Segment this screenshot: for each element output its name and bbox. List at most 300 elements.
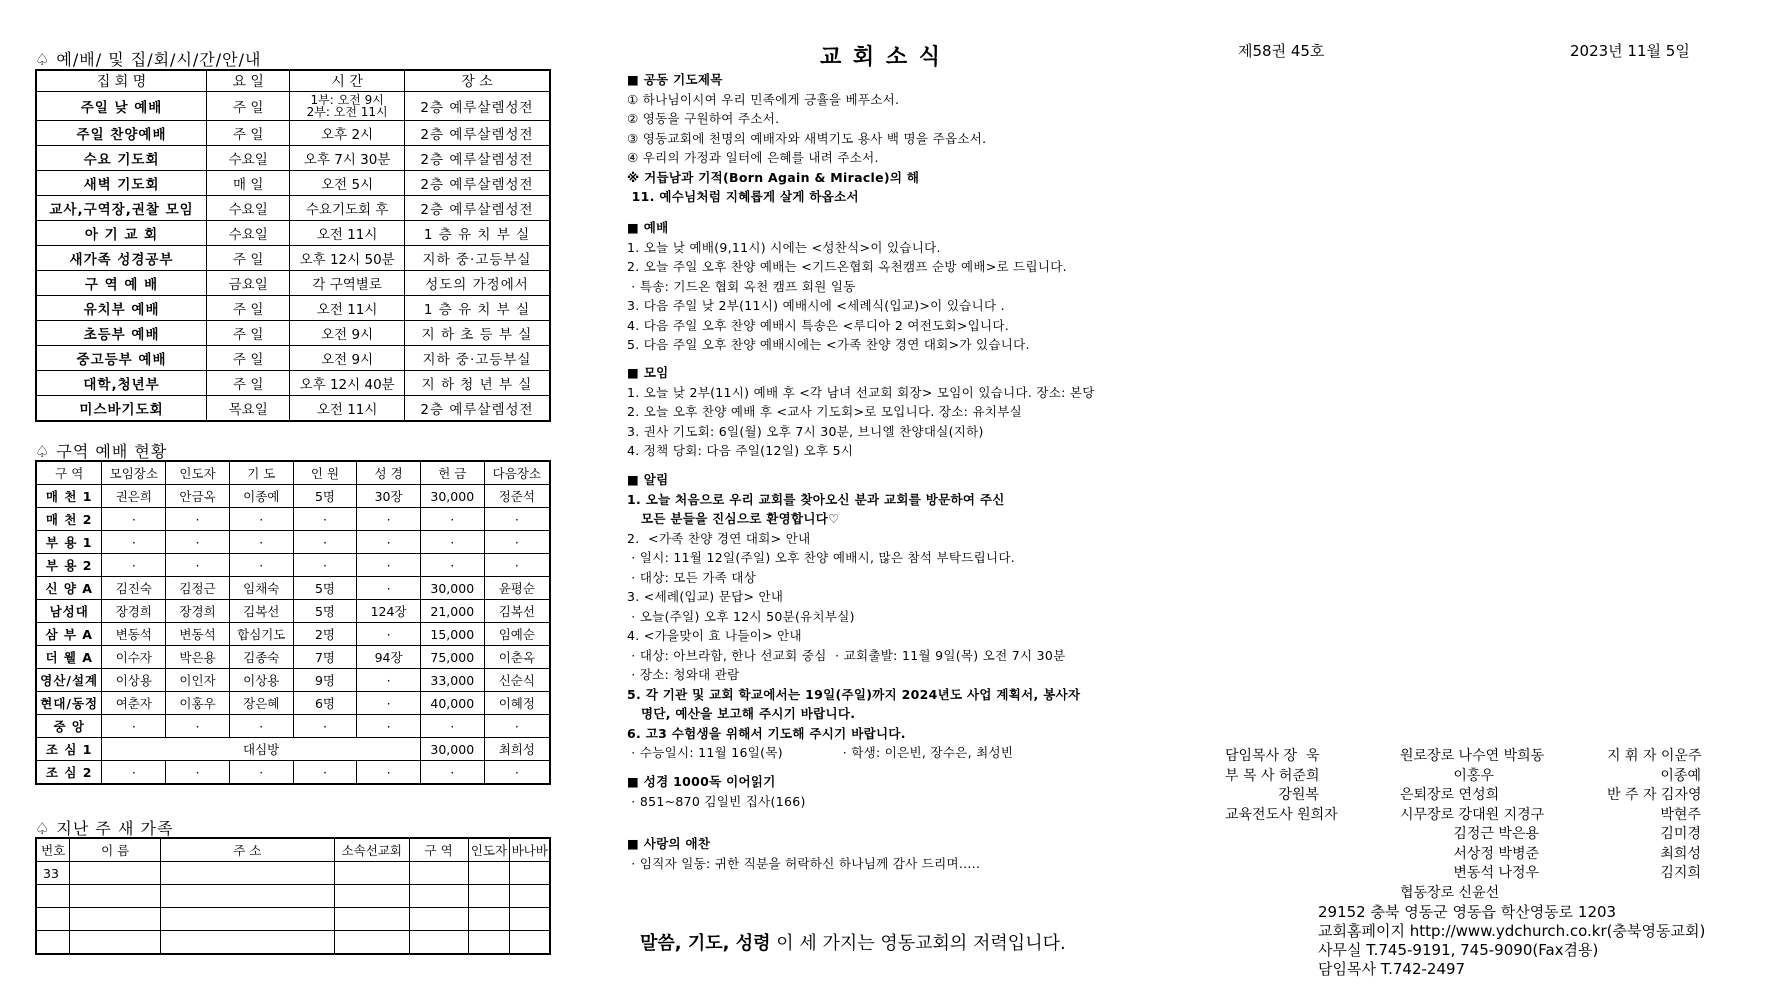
table-cell [70, 885, 161, 908]
staff-music [1607, 747, 1702, 884]
cell-time: 오전 11시 [290, 396, 405, 422]
cell-day: 수요일 [207, 146, 290, 171]
notice-heading: ■ 알림 [627, 472, 669, 487]
staff-line: 김정근 박은용 [1400, 826, 1539, 842]
news-line: 1. 오늘 처음으로 우리 교회를 찾아오신 분과 교회를 방문하여 주신 [627, 491, 1005, 507]
staff-line: 최희성 [1607, 845, 1701, 862]
column-header: 구 역 [409, 838, 468, 862]
staff-pastors [1225, 747, 1338, 825]
news-line: · 일시: 11월 12일(주일) 오후 찬양 예배시, 많은 참석 부탁드립니다. [627, 550, 1016, 565]
table-cell: 33,000 [420, 669, 484, 692]
cell-area: 삼 부 A [36, 623, 102, 646]
cell-time: 오후 7시 30분 [290, 146, 405, 171]
table-cell [468, 908, 510, 931]
table-cell: · [229, 554, 293, 577]
table-cell: · [166, 761, 230, 785]
cell-name: 주일 찬양예배 [36, 121, 207, 146]
address-line: 사무실 T.745-9191, 745-9090(Fax겸용) [1318, 941, 1599, 959]
news-line: · 851~870 김일빈 집사(166) [627, 793, 806, 809]
table-cell: · [357, 623, 421, 646]
table-cell: · [166, 554, 230, 577]
address-line: 담임목사 T.742-2497 [1318, 960, 1466, 978]
table-cell [70, 908, 161, 931]
news-line: · 대상: 아브라함, 한나 선교회 중심 · 교회출발: 11월 9일(목) 오전 7시 30분 [627, 647, 1066, 663]
cell-name: 주일 낮 예배 [36, 92, 207, 121]
news-line: 4. 정책 당회: 다음 주일(12일) 오후 5시 [627, 443, 854, 458]
table-row [36, 761, 550, 785]
table-cell: 김종숙 [229, 646, 293, 669]
table-cell [36, 908, 70, 931]
table-cell: 94장 [357, 646, 421, 669]
page-title: 교 회 소 식 [820, 45, 942, 70]
cell-day: 주 일 [207, 321, 290, 346]
staff-line: 이홍우 [1400, 767, 1494, 784]
table-row [36, 554, 550, 577]
table-cell: · [293, 715, 357, 738]
news-line: 2. 오늘 오후 찬양 예배 후 <교사 기도회>로 모입니다. 장소: 유치부실 [627, 404, 1022, 419]
table-cell: 안금옥 [166, 485, 230, 508]
love-feast-section [627, 834, 1147, 873]
cell-time: 오후 2시 [290, 121, 405, 146]
table-row [36, 321, 550, 346]
staff-line: 이종예 [1607, 767, 1701, 784]
column-header: 기 도 [229, 461, 293, 485]
table-row [36, 623, 550, 646]
table-cell: 이혜정 [484, 692, 550, 715]
cell-name: 아 기 교 회 [36, 221, 207, 246]
worship-section [627, 218, 1147, 355]
cell-place: 지 하 청 년 부 실 [404, 371, 550, 396]
column-header: 인 원 [293, 461, 357, 485]
table-cell: 2명 [293, 623, 357, 646]
news-line: 명단, 예산을 보고해 주시기 바랍니다. [627, 706, 856, 721]
table-cell: 권은희 [102, 485, 166, 508]
cell-name: 초등부 예배 [36, 321, 207, 346]
table-cell [409, 908, 468, 931]
table-cell: · [102, 761, 166, 785]
issue-date: 2023년 11월 5일 [1570, 42, 1690, 60]
cell-area: 중 앙 [36, 715, 102, 738]
cell-time: 오전 11시 [290, 221, 405, 246]
table-cell: 변동석 [102, 623, 166, 646]
table-cell: · [484, 554, 550, 577]
church-address [1318, 903, 1705, 979]
staff-line: 김미경 [1607, 826, 1701, 842]
news-line: 3. 다음 주일 낮 2부(11시) 예배시에 <세례식(입교)>이 있습니다 . [627, 298, 1005, 313]
table-cell [160, 862, 334, 885]
table-cell: 33 [36, 862, 70, 885]
bible-section [627, 772, 1147, 811]
table-row [36, 146, 550, 171]
prayer-heading: ■ 공동 기도제목 [627, 72, 723, 87]
table-cell: 30,000 [420, 577, 484, 600]
table-cell: · [484, 508, 550, 531]
address-line: 29152 충북 영동군 영동읍 학산영동로 1203 [1318, 903, 1617, 921]
table-cell: · [420, 554, 484, 577]
table-cell: · [166, 531, 230, 554]
column-header: 이 름 [70, 838, 161, 862]
news-line: 6. 고3 수험생을 위해서 기도해 주시기 바랍니다. [627, 725, 906, 741]
table-row [36, 92, 550, 121]
table-row [36, 346, 550, 371]
table-row [36, 196, 550, 221]
table-cell: 장경희 [166, 600, 230, 623]
table-cell: · [293, 508, 357, 531]
table-cell: · [484, 761, 550, 785]
cell-place: 성도의 가정에서 [404, 271, 550, 296]
cell-name: 대학,청년부 [36, 371, 207, 396]
cell-day: 주 일 [207, 92, 290, 121]
table-cell [334, 862, 409, 885]
table-row [36, 646, 550, 669]
cell-name: 새벽 기도회 [36, 171, 207, 196]
news-line: 5. 다음 주일 오후 찬양 예배시에는 <가족 찬양 경연 대회>가 있습니다. [627, 337, 1030, 352]
table-cell [160, 931, 334, 955]
table-row [36, 885, 550, 908]
table-cell: · [229, 715, 293, 738]
cell-day: 수요일 [207, 196, 290, 221]
column-header: 소속선교회 [334, 838, 409, 862]
table-cell: · [357, 508, 421, 531]
table-cell: 윤평순 [484, 577, 550, 600]
love-feast-heading: ■ 사랑의 애찬 [627, 836, 711, 851]
table-row [36, 271, 550, 296]
staff-line: 지 휘 자 이운주 [1607, 748, 1702, 764]
new-family-table [35, 837, 551, 955]
news-line: 11. 예수님처럼 지혜롭게 살게 하옵소서 [627, 189, 859, 204]
table-cell: 40,000 [420, 692, 484, 715]
cell-time: 각 구역별로 [290, 271, 405, 296]
cell-day: 목요일 [207, 396, 290, 422]
table-cell [160, 908, 334, 931]
column-header: 번호 [36, 838, 70, 862]
column-header: 다음장소 [484, 461, 550, 485]
table-cell [36, 885, 70, 908]
news-line: · 오늘(주일) 오후 12시 50분(유치부실) [627, 608, 855, 624]
address-line: 교회홈페이지 http://www.ydchurch.co.kr(충북영동교회) [1318, 922, 1706, 940]
table-cell: · [357, 554, 421, 577]
table-row [36, 600, 550, 623]
table-cell [468, 931, 510, 955]
news-line: ① 하나님이시여 우리 민족에게 긍휼을 베푸소서. [627, 91, 900, 107]
news-line: 5. 각 기관 및 교회 학교에서는 19일(주일)까지 2024년도 사업 계획서, 봉사자 [627, 686, 1081, 702]
table-cell [334, 908, 409, 931]
table-cell: · [166, 715, 230, 738]
table-cell [160, 885, 334, 908]
table-cell [409, 885, 468, 908]
table-cell: · [357, 715, 421, 738]
bible-heading: ■ 성경 1000독 이어읽기 [627, 774, 776, 789]
table-cell: 30,000 [420, 485, 484, 508]
table-cell: 30장 [357, 485, 421, 508]
staff-line: 협동장로 신윤선 [1400, 884, 1500, 901]
news-line: · 임직자 일동: 귀한 직분을 허락하신 하나님께 감사 드리며..... [627, 855, 981, 871]
cell-area: 영산/설계 [36, 669, 102, 692]
table-cell: 15,000 [420, 623, 484, 646]
meeting-section [627, 363, 1147, 461]
news-line: 4. 다음 주일 오후 찬양 예배시 특송은 <루디아 2 여전도회>입니다. [627, 317, 1010, 333]
table-row [36, 396, 550, 422]
table-cell [510, 862, 550, 885]
cell-name: 새가족 성경공부 [36, 246, 207, 271]
table-cell: 정준석 [484, 485, 550, 508]
table-cell: · [229, 761, 293, 785]
staff-line: 교육전도사 원희자 [1225, 806, 1338, 823]
cell-time: 오후 12시 40분 [290, 371, 405, 396]
table-row [36, 121, 550, 146]
table-row [36, 908, 550, 931]
cell-worship-table [35, 460, 551, 785]
cell-area: 매 천 1 [36, 485, 102, 508]
staff-line: 변동석 나정우 [1400, 865, 1539, 881]
table-cell: 7명 [293, 646, 357, 669]
table-cell: · [357, 531, 421, 554]
table-cell: · [357, 669, 421, 692]
table-row [36, 485, 550, 508]
table-cell [70, 862, 161, 885]
cell-place: 1 층 유 치 부 실 [404, 221, 550, 246]
table-cell: · [293, 554, 357, 577]
column-header: 성 경 [357, 461, 421, 485]
table-cell [468, 862, 510, 885]
cell-day: 주 일 [207, 246, 290, 271]
table-cell: 9명 [293, 669, 357, 692]
table-cell: 장은혜 [229, 692, 293, 715]
table-row [36, 931, 550, 955]
column-header: 집 회 명 [36, 70, 207, 92]
table-cell: · [484, 531, 550, 554]
column-header: 요 일 [207, 70, 290, 92]
news-line: ④ 우리의 가정과 일터에 은혜를 내려 주소서. [627, 150, 879, 165]
cell-area: 조 심 1 [36, 738, 102, 761]
table-cell [70, 931, 161, 955]
table-cell: 김복선 [484, 600, 550, 623]
table-cell: · [102, 531, 166, 554]
staff-line: 반 주 자 김자영 [1607, 787, 1702, 803]
cell-place: 1 층 유 치 부 실 [404, 296, 550, 321]
cell-place: 2층 예루살렘성전 [404, 92, 550, 121]
cell-day: 수요일 [207, 221, 290, 246]
table-cell: 이홍우 [166, 692, 230, 715]
table-cell: 5명 [293, 485, 357, 508]
news-line: · 수능일시: 11월 16일(목) · 학생: 이은빈, 장수은, 최성빈 [627, 745, 1014, 760]
table-cell: 이수자 [102, 646, 166, 669]
table-cell: · [357, 692, 421, 715]
staff-line: 담임목사 장 욱 [1225, 748, 1320, 764]
table-cell [334, 885, 409, 908]
column-header: 주 소 [160, 838, 334, 862]
meeting-heading: ■ 모임 [627, 365, 669, 380]
cell-offering: 30,000 [420, 738, 484, 761]
table-cell: · [420, 761, 484, 785]
table-cell: · [102, 715, 166, 738]
cell-name: 교사,구역장,권찰 모임 [36, 196, 207, 221]
table-cell: · [420, 508, 484, 531]
cell-place: 2층 예루살렘성전 [404, 396, 550, 422]
column-header: 인도자 [468, 838, 510, 862]
news-line: · 대상: 모든 가족 대상 [627, 569, 757, 585]
column-header: 모임장소 [102, 461, 166, 485]
cell-day: 주 일 [207, 296, 290, 321]
table-cell: · [420, 715, 484, 738]
table-cell [334, 931, 409, 955]
service-schedule-heading: ♤ 예/배/ 및 집/회/시/간/안/내 [35, 50, 262, 69]
table-cell: 124장 [357, 600, 421, 623]
column-header: 장 소 [404, 70, 550, 92]
cell-area: 남성대 [36, 600, 102, 623]
table-cell: 이춘옥 [484, 646, 550, 669]
column-header: 구 역 [36, 461, 102, 485]
table-cell: 이인자 [166, 669, 230, 692]
cell-place: 2층 예루살렘성전 [404, 171, 550, 196]
table-cell: · [293, 531, 357, 554]
news-line: 1. 오늘 낮 예배(9,11시) 시에는 <성찬식>이 있습니다. [627, 239, 941, 255]
worship-heading: ■ 예배 [627, 220, 669, 235]
table-cell: 6명 [293, 692, 357, 715]
cell-area: 매 천 2 [36, 508, 102, 531]
table-cell [409, 862, 468, 885]
news-line: · 장소: 청와대 관람 [627, 667, 740, 682]
cell-time: 오전 9시 [290, 346, 405, 371]
cell-area: 신 양 A [36, 577, 102, 600]
table-cell: 5명 [293, 600, 357, 623]
table-row [36, 715, 550, 738]
cell-place: 지하 중·고등부실 [404, 246, 550, 271]
news-line: ② 영동을 구원하여 주소서. [627, 111, 780, 126]
table-cell: · [357, 577, 421, 600]
table-cell [510, 885, 550, 908]
staff-line: 서상정 박병준 [1400, 845, 1539, 862]
column-header: 인도자 [166, 461, 230, 485]
table-cell: 75,000 [420, 646, 484, 669]
news-line: 2. <가족 찬양 경연 대회> 안내 [627, 530, 811, 546]
table-row [36, 171, 550, 196]
table-row [36, 371, 550, 396]
cell-area: 부 용 1 [36, 531, 102, 554]
cell-day: 금요일 [207, 271, 290, 296]
table-cell: · [229, 508, 293, 531]
table-row [36, 508, 550, 531]
cell-area: 더 웰 A [36, 646, 102, 669]
table-cell: · [293, 761, 357, 785]
table-row [36, 669, 550, 692]
motto-bold: 말씀, 기도, 성령 [640, 933, 771, 954]
news-line: 3. <세례(입교) 문답> 안내 [627, 589, 784, 604]
service-schedule-table [35, 69, 551, 422]
notice-section [627, 470, 1147, 763]
news-line: 3. 권사 기도회: 6일(월) 오후 7시 30분, 브니엘 찬양대실(지하) [627, 423, 984, 439]
news-line: 2. 오늘 주일 오후 찬양 예배는 <기드온협회 옥천캠프 순방 예배>로 드립니다. [627, 259, 1067, 274]
table-row [36, 738, 550, 761]
table-row [36, 246, 550, 271]
cell-area: 부 용 2 [36, 554, 102, 577]
cell-name: 유치부 예배 [36, 296, 207, 321]
staff-line: 박현주 [1607, 806, 1701, 823]
table-cell: 임예순 [484, 623, 550, 646]
cell-time: 수요기도회 후 [290, 196, 405, 221]
table-cell: 박은용 [166, 646, 230, 669]
cell-time: 오전 9시 [290, 321, 405, 346]
table-cell: · [484, 715, 550, 738]
staff-elders [1400, 747, 1544, 903]
news-line: ③ 영동교회에 천명의 예배자와 새벽기도 용사 백 명을 주옵소서. [627, 130, 987, 146]
church-motto [640, 929, 1066, 955]
table-cell [510, 908, 550, 931]
staff-line: 원로장로 나수연 박희동 [1400, 748, 1545, 764]
cell-time: 오전 5시 [290, 171, 405, 196]
cell-day: 주 일 [207, 121, 290, 146]
table-cell [468, 885, 510, 908]
table-cell: 김정근 [166, 577, 230, 600]
cell-place: 지 하 초 등 부 실 [404, 321, 550, 346]
table-cell: 이상용 [229, 669, 293, 692]
table-cell [409, 931, 468, 955]
table-cell: · [102, 554, 166, 577]
volume-number: 제58권 45호 [1238, 42, 1325, 60]
table-cell: 김진숙 [102, 577, 166, 600]
table-cell [510, 931, 550, 955]
cell-area: 조 심 2 [36, 761, 102, 785]
table-row [36, 221, 550, 246]
cell-area: 현대/동정 [36, 692, 102, 715]
staff-line: 강원복 [1225, 787, 1319, 803]
staff-line: 부 목 사 허준희 [1225, 767, 1320, 784]
table-cell: 장경희 [102, 600, 166, 623]
table-cell: · [229, 531, 293, 554]
cell-place: 2층 예루살렘성전 [404, 196, 550, 221]
table-cell: 이종예 [229, 485, 293, 508]
table-cell: 5명 [293, 577, 357, 600]
cell-place: 지하 중·고등부실 [404, 346, 550, 371]
column-header: 헌 금 [420, 461, 484, 485]
table-cell: 김복선 [229, 600, 293, 623]
column-header: 바나바 [510, 838, 550, 862]
news-line: 4. <가을맞이 효 나들이> 안내 [627, 628, 802, 643]
staff-line: 은퇴장로 연성희 [1400, 787, 1500, 803]
table-cell [36, 931, 70, 955]
news-line: · 특송: 기드온 협회 옥천 캠프 회원 일동 [627, 278, 856, 294]
cell-name: 중고등부 예배 [36, 346, 207, 371]
news-line: 모든 분들을 진심으로 환영합니다♡ [627, 511, 840, 526]
news-line: 1. 오늘 낮 2부(11시) 예배 후 <각 남녀 선교회 회장> 모임이 있습니다. 장소: 본당 [627, 384, 1095, 400]
cell-place: 2층 예루살렘성전 [404, 146, 550, 171]
cell-next: 최희성 [484, 738, 550, 761]
cell-name: 수요 기도회 [36, 146, 207, 171]
table-cell: · [357, 761, 421, 785]
motto-rest: 이 세 가지는 영동교회의 저력입니다. [770, 933, 1066, 954]
table-cell: 합심기도 [229, 623, 293, 646]
table-cell: 변동석 [166, 623, 230, 646]
prayer-section [627, 70, 1147, 207]
news-line: ※ 거듭남과 기적(Born Again & Miracle)의 해 [627, 169, 920, 185]
table-row [36, 862, 550, 885]
table-row [36, 692, 550, 715]
cell-day: 매 일 [207, 171, 290, 196]
table-cell: 이상용 [102, 669, 166, 692]
table-row [36, 296, 550, 321]
cell-day: 주 일 [207, 371, 290, 396]
table-row [36, 531, 550, 554]
column-header: 시 간 [290, 70, 405, 92]
cell-place: 2층 예루살렘성전 [404, 121, 550, 146]
staff-line: 김지희 [1607, 865, 1701, 881]
table-cell: · [166, 508, 230, 531]
cell-name: 미스바기도회 [36, 396, 207, 422]
table-cell: 여춘자 [102, 692, 166, 715]
table-cell: 21,000 [420, 600, 484, 623]
cell-time: 1부: 오전 9시 2부: 오전 11시 [290, 92, 405, 121]
cell-time: 오전 11시 [290, 296, 405, 321]
